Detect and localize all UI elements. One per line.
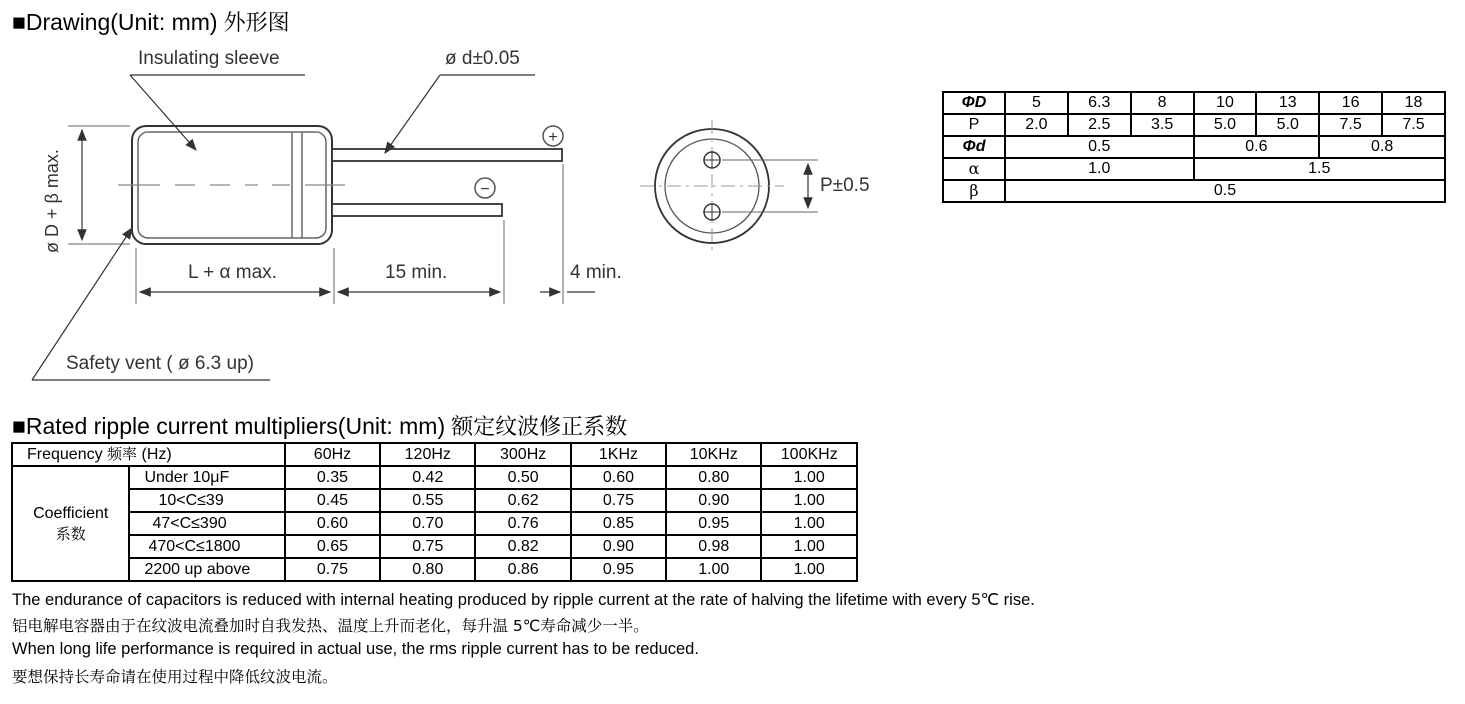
table-cell: 0.70 — [380, 512, 475, 535]
coefficient-header — [12, 466, 129, 581]
capacitor-leads — [332, 149, 562, 216]
capacitance-range: 10<C≤39 — [129, 489, 284, 512]
table-cell: 0.5 — [1005, 136, 1194, 158]
table-row — [12, 512, 857, 535]
table-cell: 0.85 — [571, 512, 666, 535]
table-cell: 18 — [1382, 92, 1445, 114]
table-cell: 8 — [1131, 92, 1194, 114]
frequency-label: Frequency — [27, 446, 103, 463]
table-cell: 0.82 — [475, 535, 570, 558]
table-cell: 0.90 — [571, 535, 666, 558]
column-header: 120Hz — [380, 443, 475, 466]
row-label-P: P — [943, 114, 1005, 136]
row-label-alpha: α — [943, 158, 1005, 180]
table-cell: 0.75 — [285, 558, 380, 581]
table-cell: 0.6 — [1194, 136, 1320, 158]
table-cell: 7.5 — [1382, 114, 1445, 136]
table-cell: 0.42 — [380, 466, 475, 489]
table-row — [12, 558, 857, 581]
ripple-section-title — [12, 410, 627, 441]
table-cell: 2.5 — [1068, 114, 1131, 136]
table-cell: 0.76 — [475, 512, 570, 535]
column-header: 100KHz — [761, 443, 857, 466]
dimension-table — [942, 91, 1446, 203]
table-row — [12, 489, 857, 512]
frequency-header — [12, 443, 285, 466]
body-length-label: L + α max. — [188, 262, 277, 283]
table-header-row — [12, 443, 857, 466]
column-header: 10KHz — [666, 443, 761, 466]
coefficient-label: Coefficient — [33, 504, 109, 522]
plus-mark-icon — [543, 126, 563, 146]
long-life-note-cn: 要想保持长寿命请在使用过程中降低纹波电流。 — [12, 668, 338, 686]
lead-length-label: 15 min. — [385, 262, 448, 283]
table-cell: 0.86 — [475, 558, 570, 581]
table-cell: 1.00 — [761, 558, 857, 581]
body-diameter-label: ø D + β max. — [42, 149, 62, 253]
table-row — [943, 136, 1445, 158]
ripple-multiplier-table — [11, 442, 858, 582]
table-cell: 2.0 — [1005, 114, 1068, 136]
table-row — [12, 535, 857, 558]
table-cell: 0.95 — [571, 558, 666, 581]
column-header: 1KHz — [571, 443, 666, 466]
table-cell: 1.00 — [761, 535, 857, 558]
table-cell: 0.60 — [571, 466, 666, 489]
svg-text:−: − — [480, 181, 490, 198]
table-cell: 5.0 — [1194, 114, 1257, 136]
long-life-note-en: When long life performance is required in actual use, the rms ripple current has to be reduced. — [12, 640, 699, 658]
table-cell: 6.3 — [1068, 92, 1131, 114]
table-row — [943, 92, 1445, 114]
table-cell: 0.75 — [571, 489, 666, 512]
capacitance-range: Under 10μF — [129, 466, 284, 489]
table-cell: 1.00 — [761, 489, 857, 512]
safety-vent-label: Safety vent ( ø 6.3 up) — [66, 353, 254, 374]
table-cell: 16 — [1319, 92, 1382, 114]
minus-mark-icon — [475, 178, 495, 198]
table-cell: 1.00 — [761, 512, 857, 535]
row-label-beta: β — [943, 180, 1005, 202]
table-cell: 0.75 — [380, 535, 475, 558]
capacitance-range: 2200 up above — [129, 558, 284, 581]
insulating-sleeve-label: Insulating sleeve — [138, 48, 280, 69]
lead-diameter-label: ø d±0.05 — [445, 48, 520, 69]
table-cell: 0.55 — [380, 489, 475, 512]
table-row — [943, 114, 1445, 136]
table-cell: 0.98 — [666, 535, 761, 558]
table-cell: 1.00 — [666, 558, 761, 581]
capacitor-body — [118, 126, 345, 244]
coefficient-label-cn: 系数 — [55, 524, 86, 543]
endurance-note-cn: 铝电解电容器由于在纹波电流叠加时自我发热、温度上升而老化，每升温 5℃寿命减少一半。 — [12, 617, 649, 635]
table-cell: 5.0 — [1256, 114, 1319, 136]
table-cell: 0.45 — [285, 489, 380, 512]
table-row — [943, 180, 1445, 202]
table-cell: 0.50 — [475, 466, 570, 489]
table-cell: 3.5 — [1131, 114, 1194, 136]
table-cell: 0.8 — [1319, 136, 1445, 158]
table-row — [12, 466, 857, 489]
capacitance-range: 47<C≤390 — [129, 512, 284, 535]
table-cell: 0.90 — [666, 489, 761, 512]
capacitance-range: 470<C≤1800 — [129, 535, 284, 558]
table-cell: 13 — [1256, 92, 1319, 114]
ripple-title-text: ■Rated ripple current multipliers(Unit: mm) — [12, 413, 446, 439]
drawing-title-text: ■Drawing(Unit: mm) — [12, 9, 218, 35]
table-cell: 7.5 — [1319, 114, 1382, 136]
table-cell: 0.65 — [285, 535, 380, 558]
table-cell: 0.35 — [285, 466, 380, 489]
table-cell: 1.5 — [1194, 158, 1445, 180]
column-header: 60Hz — [285, 443, 380, 466]
column-header: 300Hz — [475, 443, 570, 466]
row-label-phiD: ΦD — [943, 92, 1005, 114]
table-cell: 0.95 — [666, 512, 761, 535]
table-cell: 5 — [1005, 92, 1068, 114]
table-row — [943, 158, 1445, 180]
table-cell: 10 — [1194, 92, 1257, 114]
endurance-note-en: The endurance of capacitors is reduced with internal heating produced by ripple current at the rate of halving the lifetime with every 5℃ rise. — [12, 591, 1035, 609]
table-cell: 0.80 — [666, 466, 761, 489]
lead-offset-label: 4 min. — [570, 262, 622, 283]
drawing-title-cn: 外形图 — [223, 11, 290, 36]
drawing-section-title — [12, 6, 290, 37]
table-cell: 0.5 — [1005, 180, 1445, 202]
table-cell: 1.0 — [1005, 158, 1194, 180]
svg-text:+: + — [548, 129, 558, 146]
frequency-unit: (Hz) — [141, 446, 172, 463]
pitch-label: P±0.5 — [820, 175, 870, 196]
ripple-title-cn: 额定纹波修正系数 — [451, 415, 628, 440]
table-cell: 0.60 — [285, 512, 380, 535]
frequency-label-cn: 频率 — [107, 445, 138, 463]
row-label-phid: Φd — [943, 136, 1005, 158]
table-cell: 0.62 — [475, 489, 570, 512]
table-cell: 0.80 — [380, 558, 475, 581]
table-cell: 1.00 — [761, 466, 857, 489]
capacitor-end-view — [640, 120, 818, 252]
capacitor-drawing — [0, 38, 900, 388]
